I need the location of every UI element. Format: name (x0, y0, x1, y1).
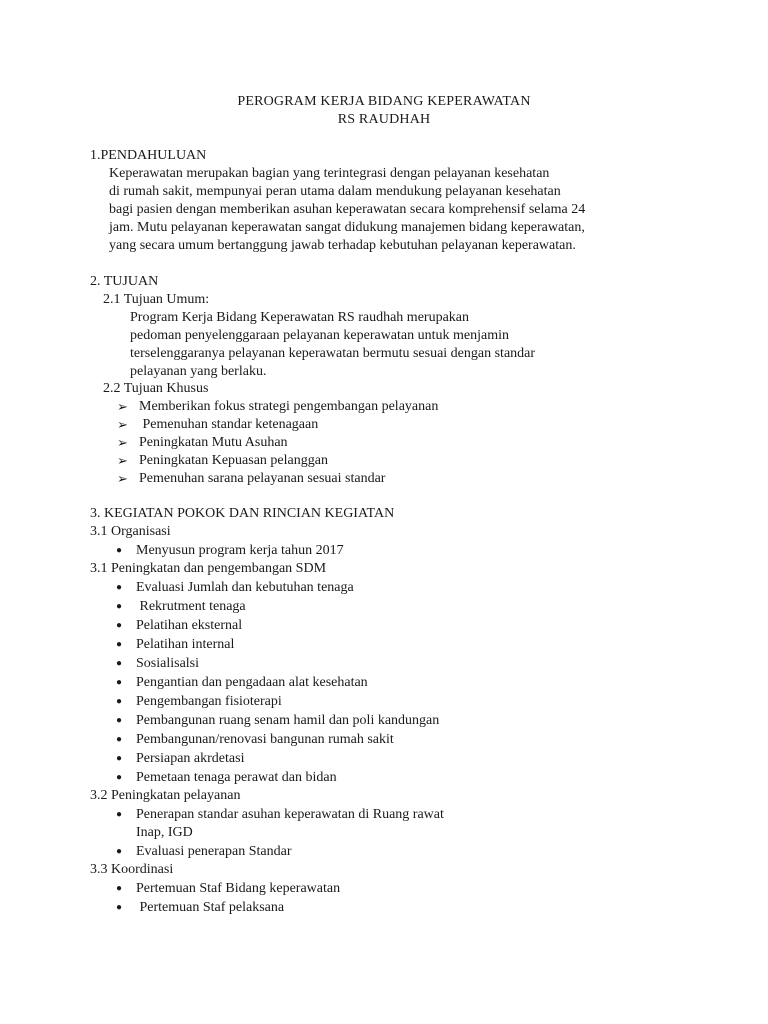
bullet-icon: ● (116, 772, 123, 783)
arrow-bullet-icon: ➢ (117, 399, 128, 414)
list-item: Rekrutment tenaga (136, 599, 246, 614)
list-item: Pelatihan eksternal (136, 618, 243, 633)
bullet-icon: ● (116, 734, 123, 745)
section-2-1-paragraph-line: Program Kerja Bidang Keperawatan RS raudhah merupakan (130, 310, 469, 325)
list-item: Memberikan fokus strategi pengembangan pelayanan (139, 399, 439, 414)
bullet-icon: ● (116, 545, 123, 556)
section-3-3-heading: 3.2 Peningkatan pelayanan (90, 788, 241, 803)
list-item: Pemenuhan sarana pelayanan sesuai standar (139, 471, 386, 486)
list-item: Peningkatan Kepuasan pelanggan (139, 453, 328, 468)
bullet-icon: ● (116, 902, 123, 913)
list-item: Pembangunan/renovasi bangunan rumah sakit (136, 732, 394, 747)
list-item: Pengantian dan pengadaan alat kesehatan (136, 675, 368, 690)
arrow-bullet-icon: ➢ (117, 435, 128, 450)
list-item: Pelatihan internal (136, 637, 235, 652)
list-item: Penerapan standar asuhan keperawatan di Ruang rawat (136, 807, 444, 822)
section-2-1-paragraph-line: pedoman penyelenggaraan pelayanan keperawatan untuk menjamin (130, 328, 510, 343)
bullet-icon: ● (116, 620, 123, 631)
list-item: Pemetaan tenaga perawat dan bidan (136, 770, 337, 785)
section-3-heading: 3. KEGIATAN POKOK DAN RINCIAN KEGIATAN (90, 506, 395, 521)
list-item: Pembangunan ruang senam hamil dan poli kandungan (136, 713, 440, 728)
list-item: Persiapan akrdetasi (136, 751, 245, 766)
section-2-1-paragraph-line: terselenggaranya pelayanan keperawatan bermutu sesuai dengan standar (130, 346, 536, 361)
bullet-icon: ● (116, 582, 123, 593)
arrow-bullet-icon: ➢ (117, 471, 128, 486)
list-item: Pemenuhan standar ketenagaan (139, 417, 319, 432)
list-item: Pertemuan Staf Bidang keperawatan (136, 881, 341, 896)
section-2-2-heading: 2.2 Tujuan Khusus (103, 381, 209, 396)
list-item-continuation: Inap, IGD (136, 825, 193, 840)
bullet-icon: ● (116, 677, 123, 688)
section-2-1-paragraph-line: pelayanan yang berlaku. (130, 364, 267, 379)
document-title: PEROGRAM KERJA BIDANG KEPERAWATAN (237, 94, 531, 109)
document-subtitle: RS RAUDHAH (337, 112, 431, 127)
section-2-heading: 2. TUJUAN (90, 274, 159, 289)
list-item: Menyusun program kerja tahun 2017 (136, 543, 344, 558)
list-item: Pengembangan fisioterapi (136, 694, 282, 709)
bullet-icon: ● (116, 658, 123, 669)
section-3-4-heading: 3.3 Koordinasi (90, 862, 174, 877)
bullet-icon: ● (116, 696, 123, 707)
arrow-bullet-icon: ➢ (117, 453, 128, 468)
bullet-icon: ● (116, 809, 123, 820)
list-item: Sosialisalsi (136, 656, 200, 671)
section-1-heading: 1.PENDAHULUAN (90, 148, 207, 163)
list-item: Pertemuan Staf pelaksana (136, 900, 285, 915)
section-1-paragraph-line: Keperawatan merupakan bagian yang terintegrasi dengan pelayanan kesehatan (109, 166, 550, 181)
section-2-1-heading: 2.1 Tujuan Umum: (103, 292, 210, 307)
section-3-2-heading: 3.1 Peningkatan dan pengembangan SDM (90, 561, 327, 576)
list-item: Peningkatan Mutu Asuhan (139, 435, 288, 450)
section-1-paragraph-line: bagi pasien dengan memberikan asuhan keperawatan secara komprehensif selama 24 (109, 202, 586, 217)
section-1-paragraph-line: jam. Mutu pelayanan keperawatan sangat didukung manajemen bidang keperawatan, (109, 220, 585, 235)
arrow-bullet-icon: ➢ (117, 417, 128, 432)
bullet-icon: ● (116, 846, 123, 857)
list-item: Evaluasi Jumlah dan kebutuhan tenaga (136, 580, 354, 595)
bullet-icon: ● (116, 883, 123, 894)
bullet-icon: ● (116, 753, 123, 764)
section-1-paragraph-line: di rumah sakit, mempunyai peran utama dalam mendukung pelayanan kesehatan (109, 184, 561, 199)
list-item: Evaluasi penerapan Standar (136, 844, 292, 859)
section-3-1-heading: 3.1 Organisasi (90, 524, 171, 539)
bullet-icon: ● (116, 639, 123, 650)
bullet-icon: ● (116, 715, 123, 726)
bullet-icon: ● (116, 601, 123, 612)
section-1-paragraph-line: yang secara umum bertanggung jawab terhadap kebutuhan pelayanan keperawatan. (109, 238, 576, 253)
